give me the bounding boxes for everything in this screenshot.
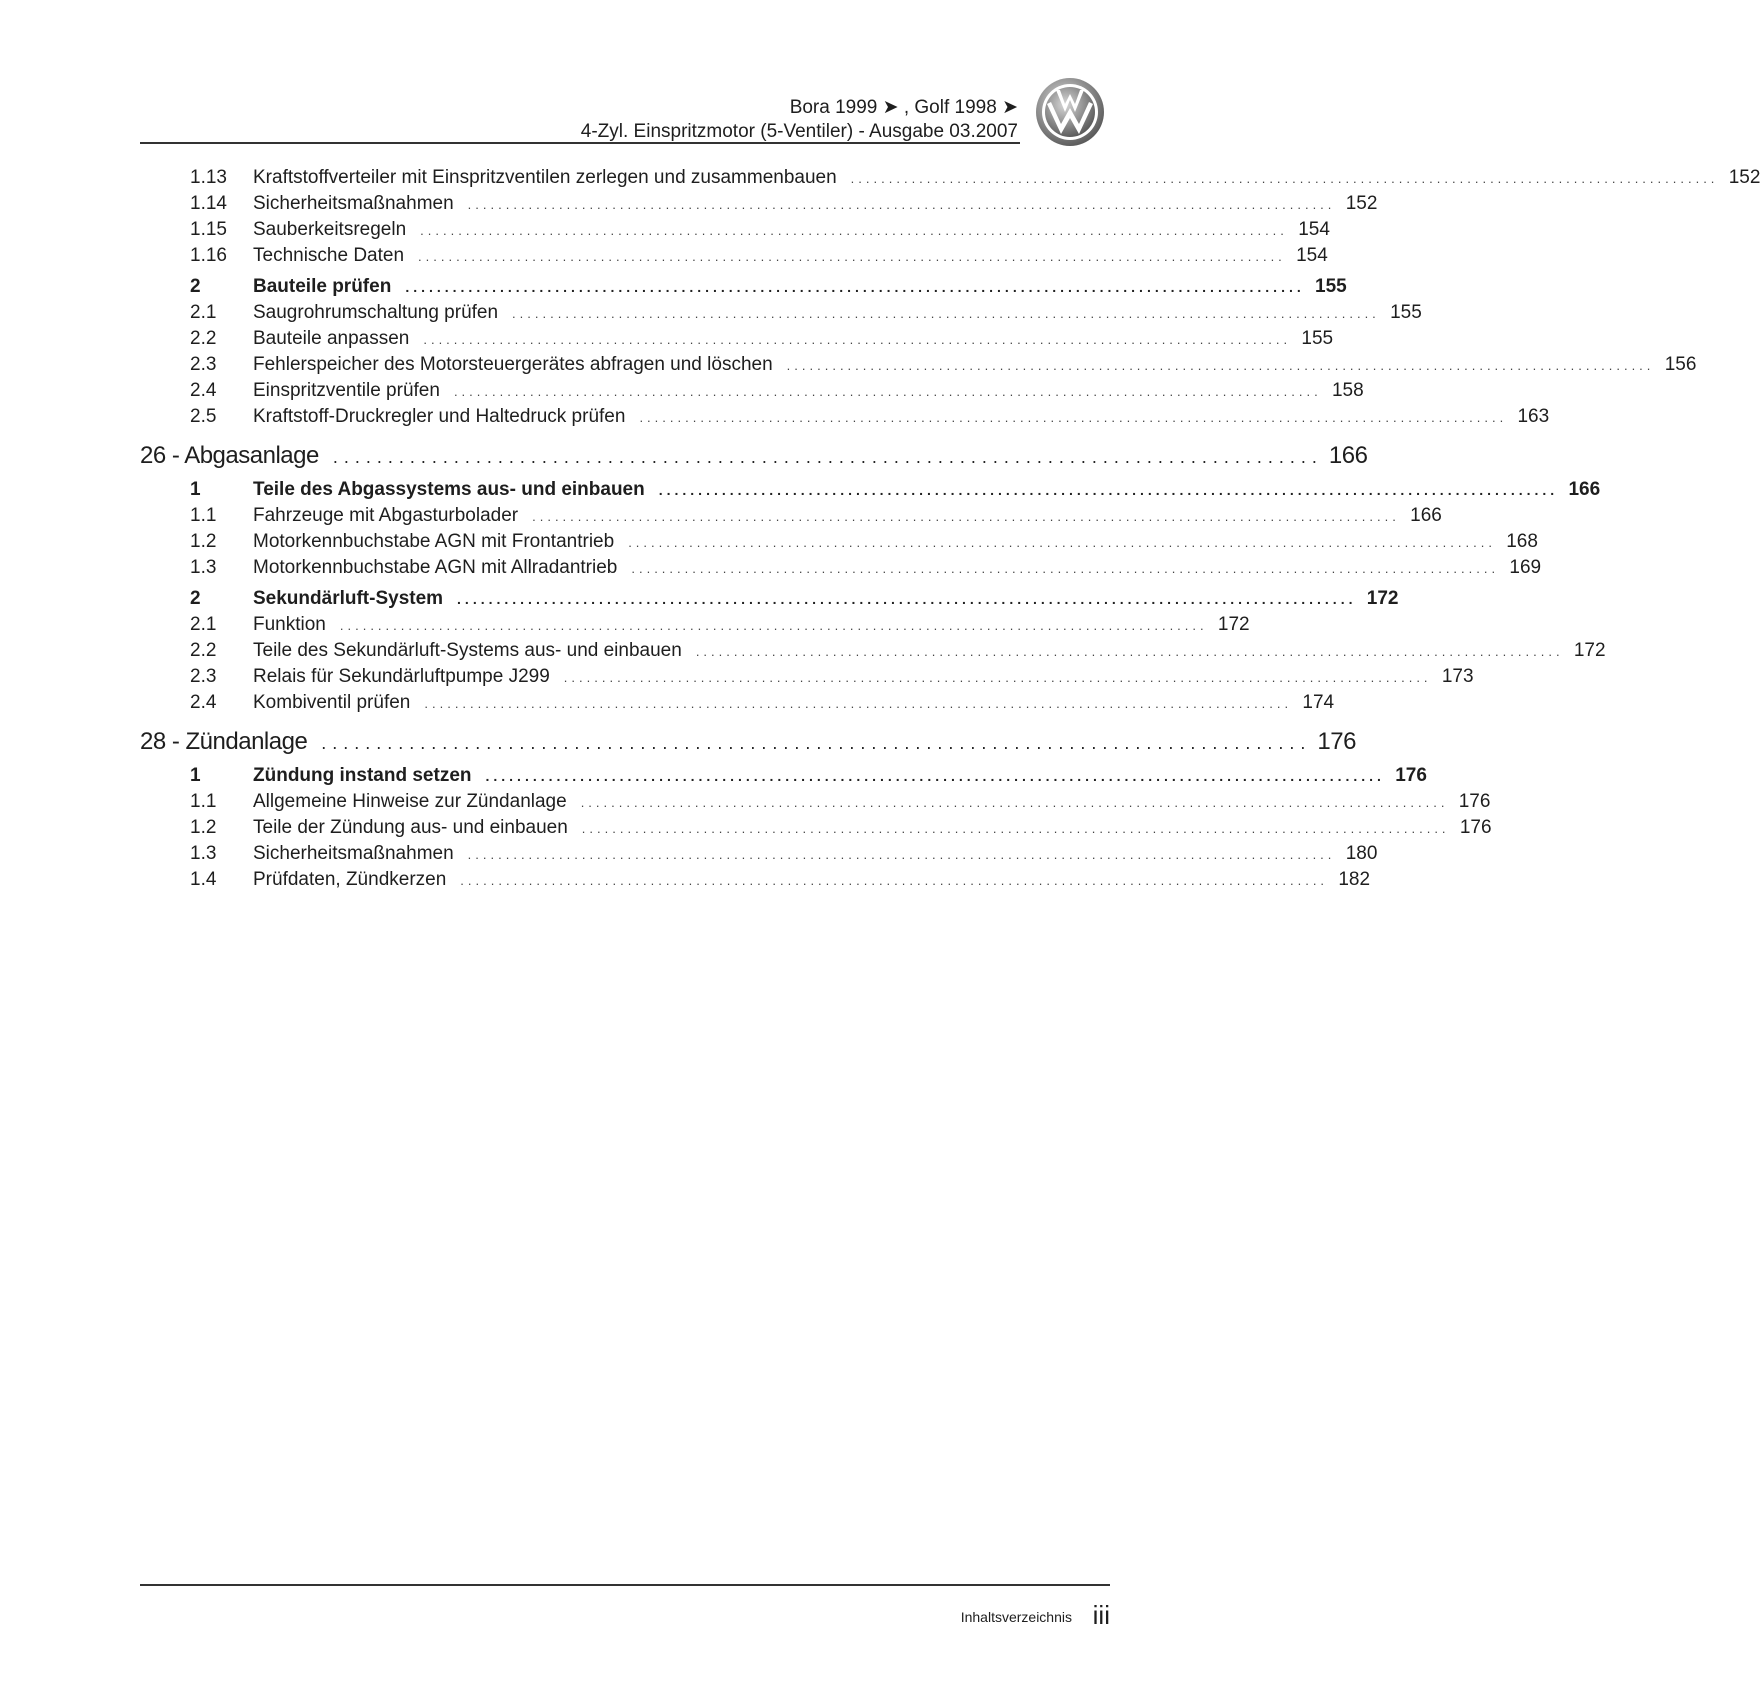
toc-number: 2.3 bbox=[190, 354, 217, 375]
dot-leader: .................................................................................................................. bbox=[658, 482, 1559, 498]
toc-number: 1.1 bbox=[190, 505, 217, 526]
toc-entry-28-1-3[interactable] bbox=[140, 841, 1378, 867]
toc-number: 2 bbox=[190, 588, 201, 609]
toc-page: 169 bbox=[1509, 557, 1542, 578]
toc-entry-28-1-2[interactable] bbox=[140, 815, 1492, 841]
dot-leader: .................................................................................................................. bbox=[418, 249, 1286, 264]
toc-number: 1.1 bbox=[190, 791, 217, 812]
toc-section-28-1[interactable] bbox=[140, 763, 1427, 789]
toc-title: Einspritzventile prüfen bbox=[253, 380, 440, 401]
chapter-title: 26 - Abgasanlage bbox=[140, 442, 319, 469]
toc-number: 2.5 bbox=[190, 406, 217, 427]
toc-chapter-26[interactable] bbox=[140, 441, 1368, 472]
toc-title: Fehlerspeicher des Motorsteuergerätes abfragen und löschen bbox=[253, 354, 773, 375]
toc-title: Sicherheitsmaßnahmen bbox=[253, 193, 454, 214]
toc-entry-26-1-2[interactable] bbox=[140, 529, 1538, 555]
toc-page: 180 bbox=[1345, 843, 1378, 864]
toc-number: 2.1 bbox=[190, 302, 217, 323]
toc-title: Zündung instand setzen bbox=[253, 765, 472, 786]
toc-title: Technische Daten bbox=[253, 245, 405, 266]
toc-entry-26-2-3[interactable] bbox=[140, 664, 1474, 690]
toc-title: Motorkennbuchstabe AGN mit Allradantrieb bbox=[253, 557, 618, 578]
dot-leader: .................................................................................................................. bbox=[512, 306, 1380, 321]
toc-title: Funktion bbox=[253, 614, 326, 635]
dot-leader: .................................................................................................................. bbox=[628, 535, 1496, 550]
toc-page: 172 bbox=[1573, 640, 1606, 661]
toc-number: 2.2 bbox=[190, 328, 217, 349]
dot-leader: .......................................................................................... bbox=[332, 447, 1323, 467]
toc-number: 2.2 bbox=[190, 640, 217, 661]
toc-page: 154 bbox=[1296, 245, 1328, 266]
toc-page: 173 bbox=[1441, 666, 1474, 687]
table-of-contents bbox=[140, 165, 1760, 893]
toc-title: Motorkennbuchstabe AGN mit Frontantrieb bbox=[253, 531, 615, 552]
toc-page: 172 bbox=[1366, 588, 1399, 609]
dot-leader: .................................................................................................................. bbox=[639, 410, 1508, 425]
toc-number: 2.1 bbox=[190, 614, 217, 635]
toc-number: 1.2 bbox=[190, 531, 217, 552]
footer-divider bbox=[140, 1584, 1110, 1586]
toc-entry-28-1-4[interactable] bbox=[140, 867, 1371, 893]
toc-page: 176 bbox=[1459, 817, 1492, 838]
toc-title: Teile des Abgassystems aus- und einbauen bbox=[253, 479, 645, 500]
toc-entry-26-2-4[interactable] bbox=[140, 690, 1335, 716]
footer-section-label: Inhaltsverzeichnis bbox=[960, 1609, 1072, 1625]
vw-logo-icon bbox=[1034, 76, 1106, 148]
toc-number: 2.3 bbox=[190, 666, 217, 687]
toc-title: Allgemeine Hinweise zur Zündanlage bbox=[253, 791, 567, 812]
toc-page: 174 bbox=[1302, 692, 1335, 713]
chapter-page: 166 bbox=[1328, 442, 1368, 469]
toc-section-26-2[interactable] bbox=[140, 586, 1399, 612]
toc-entry-26-1-3[interactable] bbox=[140, 555, 1542, 581]
toc-number: 1 bbox=[190, 479, 201, 500]
header-model-line: Bora 1999 ➤ , Golf 1998 ➤ bbox=[789, 97, 1018, 118]
toc-page: 158 bbox=[1331, 380, 1364, 401]
dot-leader: .................................................................................................................. bbox=[420, 223, 1288, 238]
toc-page: 156 bbox=[1664, 354, 1697, 375]
toc-page: 166 bbox=[1568, 479, 1601, 500]
dot-leader: .................................................................................................................. bbox=[580, 795, 1449, 810]
toc-page: 176 bbox=[1458, 791, 1491, 812]
toc-chapter-28[interactable] bbox=[140, 727, 1356, 758]
toc-number: 1.2 bbox=[190, 817, 217, 838]
toc-page: 176 bbox=[1395, 765, 1427, 786]
toc-title: Sicherheitsmaßnahmen bbox=[253, 843, 454, 864]
toc-title: Sauberkeitsregeln bbox=[253, 219, 407, 240]
toc-page: 155 bbox=[1390, 302, 1422, 323]
header-divider bbox=[140, 142, 1020, 144]
dot-leader: .................................................................................................................. bbox=[423, 332, 1292, 347]
toc-title: Fahrzeuge mit Abgasturbolader bbox=[253, 505, 519, 526]
toc-entry-2-5[interactable] bbox=[140, 404, 1550, 430]
dot-leader: .................................................................................................................. bbox=[339, 618, 1208, 633]
toc-page: 155 bbox=[1315, 276, 1347, 297]
toc-entry-2-3[interactable] bbox=[140, 352, 1697, 378]
dot-leader: .................................................................................................................. bbox=[786, 358, 1655, 373]
toc-title: Prüfdaten, Zündkerzen bbox=[253, 869, 447, 890]
dot-leader: .................................................................................................................. bbox=[460, 873, 1329, 888]
page-header bbox=[0, 0, 1190, 150]
toc-number: 2 bbox=[190, 276, 201, 297]
toc-number: 2.4 bbox=[190, 692, 217, 713]
footer-page-number: iii bbox=[1092, 1600, 1110, 1630]
toc-section-2[interactable] bbox=[140, 274, 1347, 300]
toc-page: 172 bbox=[1217, 614, 1250, 635]
toc-entry-26-2-2[interactable] bbox=[140, 638, 1606, 664]
dot-leader: .......................................................................................... bbox=[321, 733, 1312, 753]
toc-number: 1.4 bbox=[190, 869, 217, 890]
header-engine-line: 4-Zyl. Einspritzmotor (5-Ventiler) - Ausgabe 03.2007 bbox=[580, 121, 1018, 142]
toc-page: 152 bbox=[1728, 167, 1760, 188]
toc-entry-1-14[interactable] bbox=[140, 191, 1378, 217]
toc-entry-2-1[interactable] bbox=[140, 300, 1422, 326]
toc-entry-2-4[interactable] bbox=[140, 378, 1364, 404]
dot-leader: .................................................................................................................. bbox=[467, 197, 1336, 212]
toc-entry-26-1-1[interactable] bbox=[140, 503, 1442, 529]
toc-title: Teile der Zündung aus- und einbauen bbox=[253, 817, 568, 838]
toc-title: Kombiventil prüfen bbox=[253, 692, 411, 713]
dot-leader: .................................................................................................................. bbox=[563, 670, 1432, 685]
toc-number: 1.15 bbox=[190, 219, 227, 240]
toc-number: 1.3 bbox=[190, 843, 217, 864]
toc-title: Relais für Sekundärluftpumpe J299 bbox=[253, 666, 550, 687]
dot-leader: .................................................................................................................. bbox=[695, 644, 1564, 659]
dot-leader: .................................................................................................................. bbox=[532, 509, 1400, 524]
chapter-title: 28 - Zündanlage bbox=[140, 728, 308, 755]
toc-title: Sekundärluft-System bbox=[253, 588, 444, 609]
toc-page: 163 bbox=[1517, 406, 1550, 427]
toc-title: Saugrohrumschaltung prüfen bbox=[253, 302, 499, 323]
toc-page: 155 bbox=[1301, 328, 1334, 349]
toc-entry-1-15[interactable] bbox=[140, 217, 1330, 243]
toc-number: 1.14 bbox=[190, 193, 227, 214]
toc-entry-28-1-1[interactable] bbox=[140, 789, 1491, 815]
toc-title: Kraftstoffverteiler mit Einspritzventilen zerlegen und zusammenbauen bbox=[253, 167, 837, 188]
toc-entry-1-16[interactable] bbox=[140, 243, 1328, 269]
toc-page: 182 bbox=[1338, 869, 1371, 890]
toc-number: 2.4 bbox=[190, 380, 217, 401]
dot-leader: .................................................................................................................. bbox=[424, 696, 1293, 711]
toc-section-26-1[interactable] bbox=[140, 477, 1601, 503]
chapter-page: 176 bbox=[1317, 728, 1356, 755]
toc-entry-2-2[interactable] bbox=[140, 326, 1334, 352]
dot-leader: .................................................................................................................. bbox=[467, 847, 1336, 862]
dot-leader: .................................................................................................................. bbox=[631, 561, 1500, 576]
toc-title: Teile des Sekundärluft-Systems aus- und einbauen bbox=[253, 640, 682, 661]
toc-number: 1.3 bbox=[190, 557, 217, 578]
dot-leader: .................................................................................................................. bbox=[457, 591, 1357, 607]
toc-entry-26-2-1[interactable] bbox=[140, 612, 1250, 638]
toc-number: 1 bbox=[190, 765, 201, 786]
dot-leader: .................................................................................................................. bbox=[453, 384, 1322, 399]
toc-page: 154 bbox=[1298, 219, 1330, 240]
toc-page: 152 bbox=[1345, 193, 1378, 214]
dot-leader: .................................................................................................................. bbox=[485, 768, 1385, 784]
toc-page: 168 bbox=[1506, 531, 1538, 552]
dot-leader: .................................................................................................................. bbox=[405, 279, 1305, 295]
toc-title: Bauteile anpassen bbox=[253, 328, 410, 349]
toc-number: 1.16 bbox=[190, 245, 227, 266]
dot-leader: .................................................................................................................. bbox=[850, 171, 1719, 186]
toc-title: Bauteile prüfen bbox=[253, 276, 392, 297]
toc-title: Kraftstoff-Druckregler und Haltedruck prüfen bbox=[253, 406, 626, 427]
toc-page: 166 bbox=[1410, 505, 1442, 526]
toc-number: 1.13 bbox=[190, 167, 227, 188]
toc-entry-1-13[interactable] bbox=[140, 165, 1760, 191]
dot-leader: .................................................................................................................. bbox=[581, 821, 1450, 836]
